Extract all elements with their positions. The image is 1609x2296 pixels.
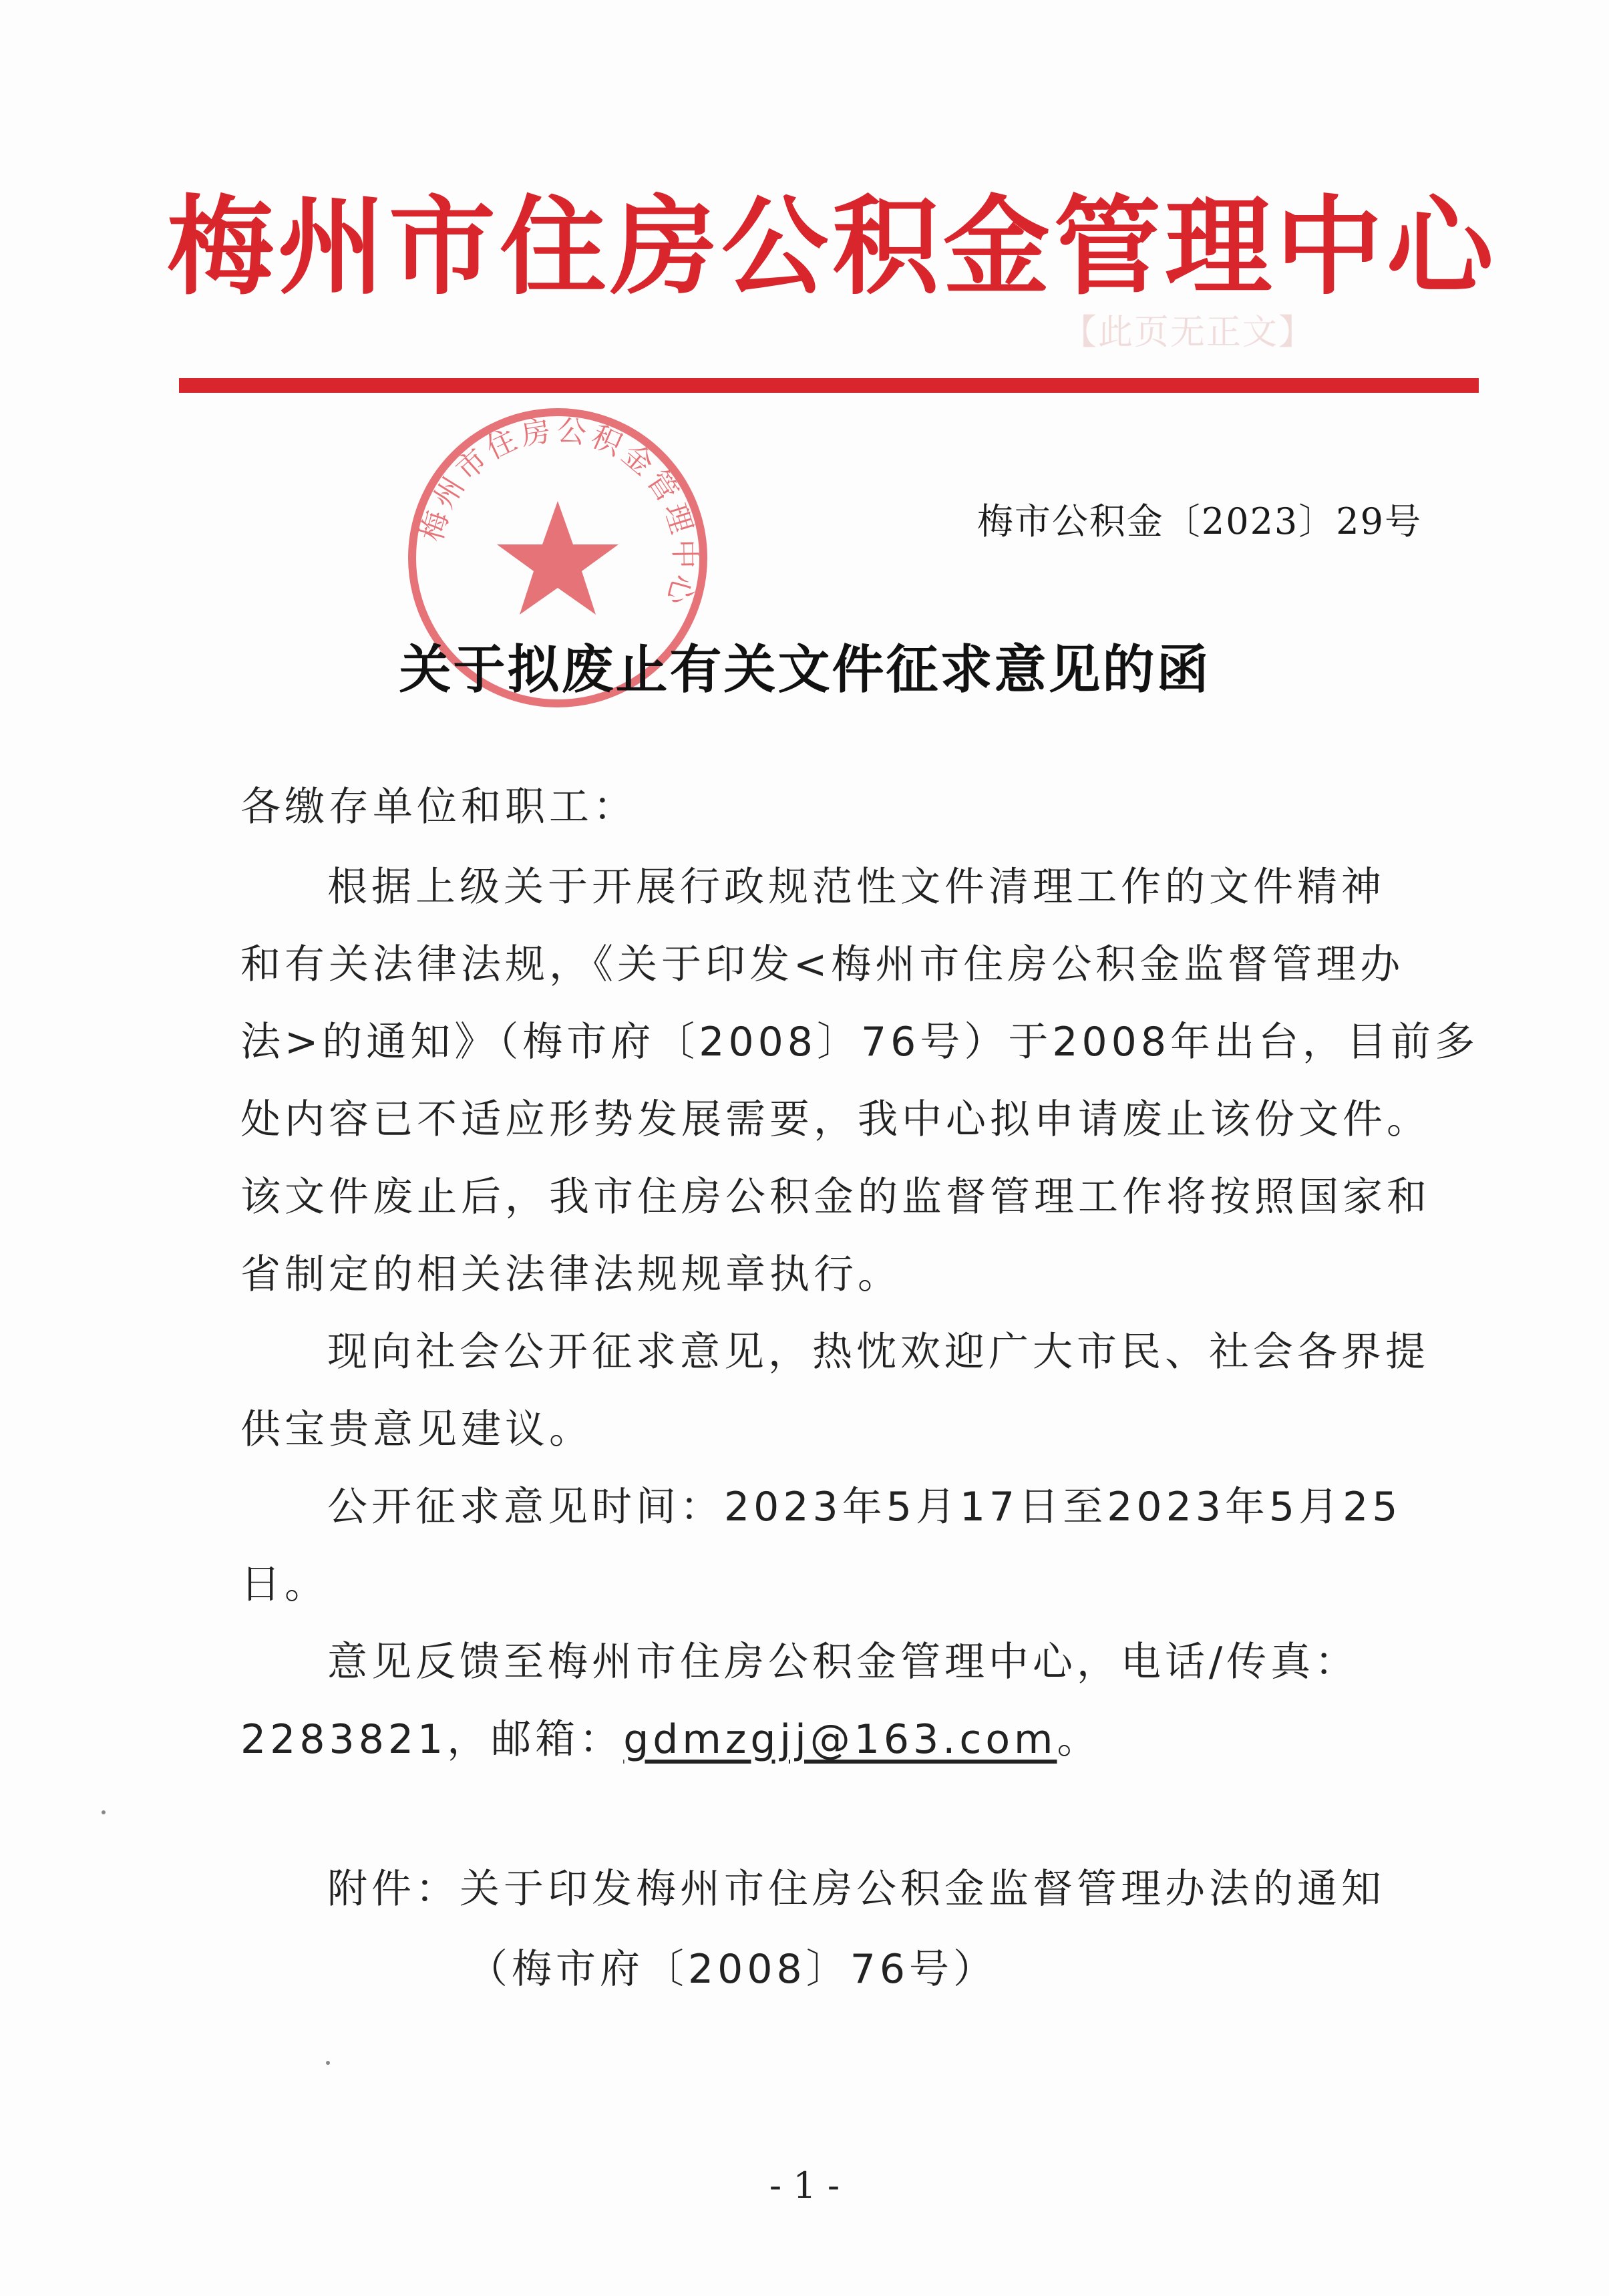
org-header-title: 梅州市住房公积金管理中心	[167, 184, 1498, 309]
paragraph-1-line-5: 该文件废止后，我市住房公积金的监督管理工作将按照国家和	[240, 1174, 1431, 1220]
scan-speck	[326, 2061, 330, 2065]
faint-bleed-mark: 【此页无正文】	[1062, 313, 1315, 353]
paragraph-1-line-2: 和有关法律法规，《关于印发<梅州市住房公积金监督管理办	[240, 941, 1405, 988]
paragraph-1-line-6: 省制定的相关法律法规规章执行。	[240, 1251, 902, 1298]
document-title: 关于拟废止有关文件征求意见的函	[399, 640, 1211, 700]
red-divider-line	[179, 378, 1479, 393]
contact-phone-text: 2283821，邮箱：	[240, 1716, 624, 1763]
paragraph-2-line-1: 现向社会公开征求意见，热忱欢迎广大市民、社会各界提	[327, 1329, 1429, 1375]
paragraph-1-line-3: 法>的通知》（梅市府〔2008〕76号）于2008年出台，目前多	[240, 1019, 1479, 1065]
paragraph-1-line-4: 处内容已不适应形势发展需要，我中心拟申请废止该份文件。	[240, 1096, 1431, 1143]
attachment-line-1: 附件：关于印发梅州市住房公积金监督管理办法的通知	[327, 1866, 1385, 1913]
paragraph-3-line-2: 日。	[240, 1561, 329, 1608]
paragraph-2-line-2: 供宝贵意见建议。	[240, 1406, 593, 1453]
scan-speck	[102, 1810, 106, 1814]
paragraph-4-line-2	[240, 1707, 1101, 1765]
document-number: 梅市公积金〔2023〕29号	[976, 500, 1422, 542]
paragraph-3-line-1: 公开征求意见时间：2023年5月17日至2023年5月25	[327, 1484, 1402, 1530]
paragraph-1-line-1: 根据上级关于开展行政规范性文件清理工作的文件精神	[327, 864, 1385, 911]
attachment-line-2: （梅市府〔2008〕76号）	[468, 1946, 998, 1993]
page-number: - 1 -	[769, 2164, 840, 2206]
email-link[interactable]: gdmzgjj@163.com	[623, 1716, 1057, 1763]
seal-ring-text: 梅州市住房公积金管理中心	[415, 413, 702, 613]
salutation: 各缴存单位和职工：	[240, 784, 637, 830]
contact-suffix: 。	[1057, 1716, 1101, 1763]
paragraph-4-line-1: 意见反馈至梅州市住房公积金管理中心，电话/传真：	[327, 1639, 1359, 1685]
